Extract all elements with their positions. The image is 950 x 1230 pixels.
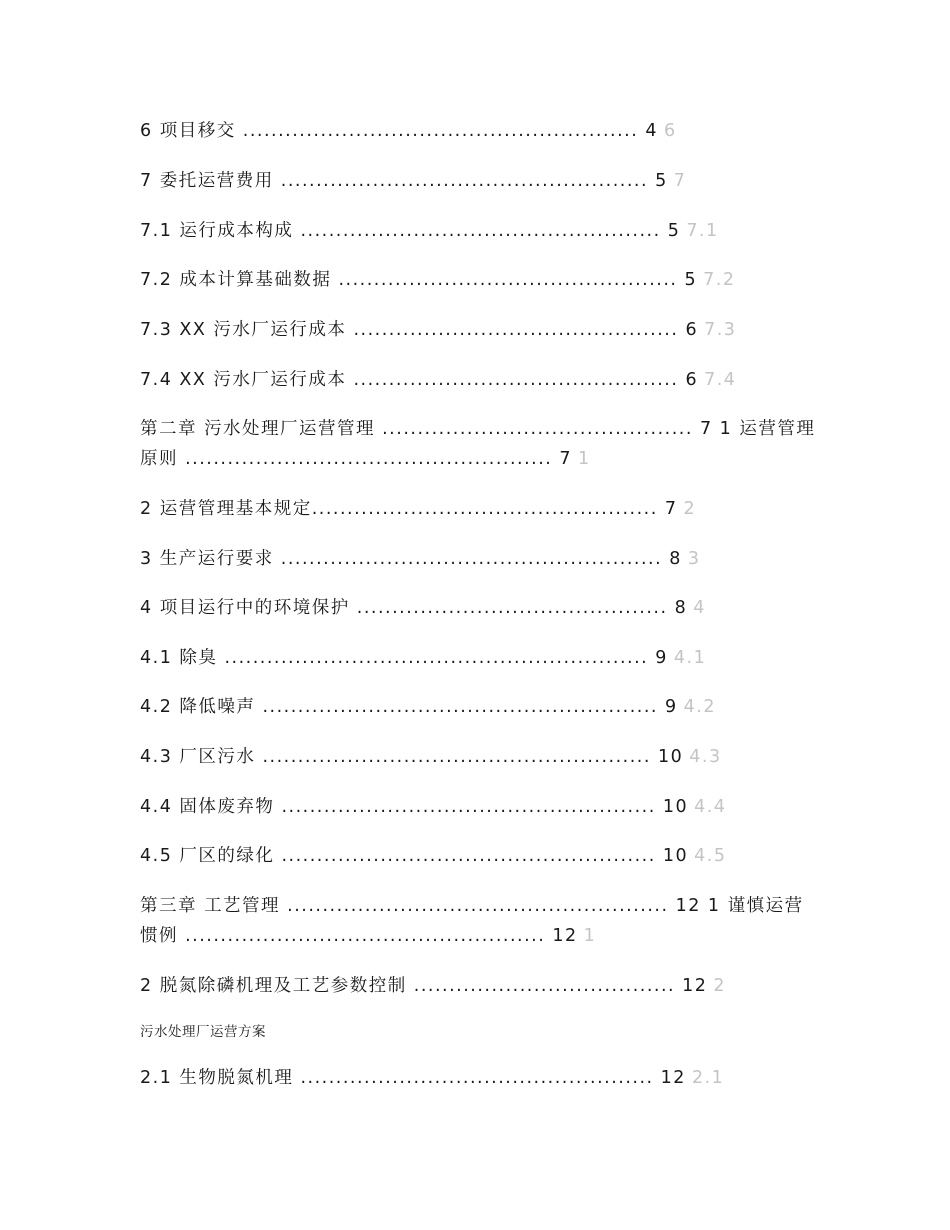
toc-entry-text: 第二章 污水处理厂运营管理 ............................................ 7 1 运营管理原则 .................................................... 7 [140,419,816,469]
toc-ghost-number: 4 [693,598,706,618]
toc-ghost-number: 1 [583,926,597,946]
toc-line [140,891,820,951]
toc-ghost-number: 4.5 [694,846,727,866]
toc-ghost-number: 1 [578,449,591,469]
toc-line [140,494,696,524]
toc-ghost-number: 7.1 [686,221,719,241]
toc-entry-text: 3 生产运行要求 ...................................................... 8 [140,549,682,569]
toc-line [140,841,726,871]
toc-entry-text: 4.4 固体废弃物 ..................................................... 10 [140,797,689,817]
toc-entry-text: 4.5 厂区的绿化 ..................................................... 10 [140,846,689,866]
toc-line [140,166,686,196]
toc-ghost-number: 7.2 [703,270,736,290]
toc-ghost-number: 2 [683,499,697,519]
toc-entry-text: 4 项目运行中的环境保护 ............................................ 8 [140,598,688,618]
toc-line [140,692,716,722]
toc-entry-text: 2 运营管理基本规定................................................. 7 [140,499,678,519]
toc-line [140,792,726,822]
toc-entry-text: 6 项目移交 ........................................................ 4 [140,121,658,141]
toc-line [140,544,701,574]
toc-entry-text: 4.1 除臭 ............................................................ 9 [140,648,668,668]
running-header: 污水处理厂运营方案 [140,1024,266,1040]
toc-line [140,742,722,772]
toc-line [140,1063,724,1093]
toc-entry-text: 4.3 厂区污水 ....................................................... 10 [140,747,684,767]
toc-line [140,414,820,474]
toc-entry-text: 4.2 降低噪声 ........................................................ 9 [140,697,678,717]
toc-entry-text: 第三章 工艺管理 ...................................................... 12 1 谨慎运营惯例 ................................................... 12 [140,896,804,946]
toc-ghost-number: 2 [713,976,727,996]
toc-ghost-number: 4.4 [694,797,727,817]
toc-ghost-number: 4.3 [689,747,722,767]
toc-entry-text: 7.4 XX 污水厂运行成本 .............................................. 6 [140,370,699,390]
toc-line [140,643,706,673]
toc-entry-text: 7.1 运行成本构成 ................................................... 5 [140,221,681,241]
toc-ghost-number: 7.3 [704,320,737,340]
toc-ghost-number: 2.1 [691,1068,725,1088]
toc-line [140,365,736,395]
toc-entry-text: 2 脱氮除磷机理及工艺参数控制 ..................................... 12 [140,976,708,996]
toc-ghost-number: 4.1 [673,648,707,668]
toc-entry-text: 7.3 XX 污水厂运行成本 .............................................. 6 [140,320,699,340]
toc-entry-text: 7.2 成本计算基础数据 ................................................ 5 [140,270,698,290]
toc-line [140,265,736,295]
toc-line [140,116,677,146]
toc-entry-text: 2.1 生物脱氮机理 .................................................. 12 [140,1068,686,1088]
toc-ghost-number: 4.2 [683,697,717,717]
toc-line [140,315,736,345]
toc-entry-text: 7 委托运营费用 .................................................... 5 [140,171,668,191]
toc-line [140,971,726,1001]
toc-ghost-number: 7.4 [704,370,737,390]
toc-ghost-number: 6 [663,121,677,141]
toc-line [140,216,719,246]
toc-ghost-number: 3 [687,549,701,569]
toc-ghost-number: 7 [673,171,687,191]
toc-line [140,593,706,623]
